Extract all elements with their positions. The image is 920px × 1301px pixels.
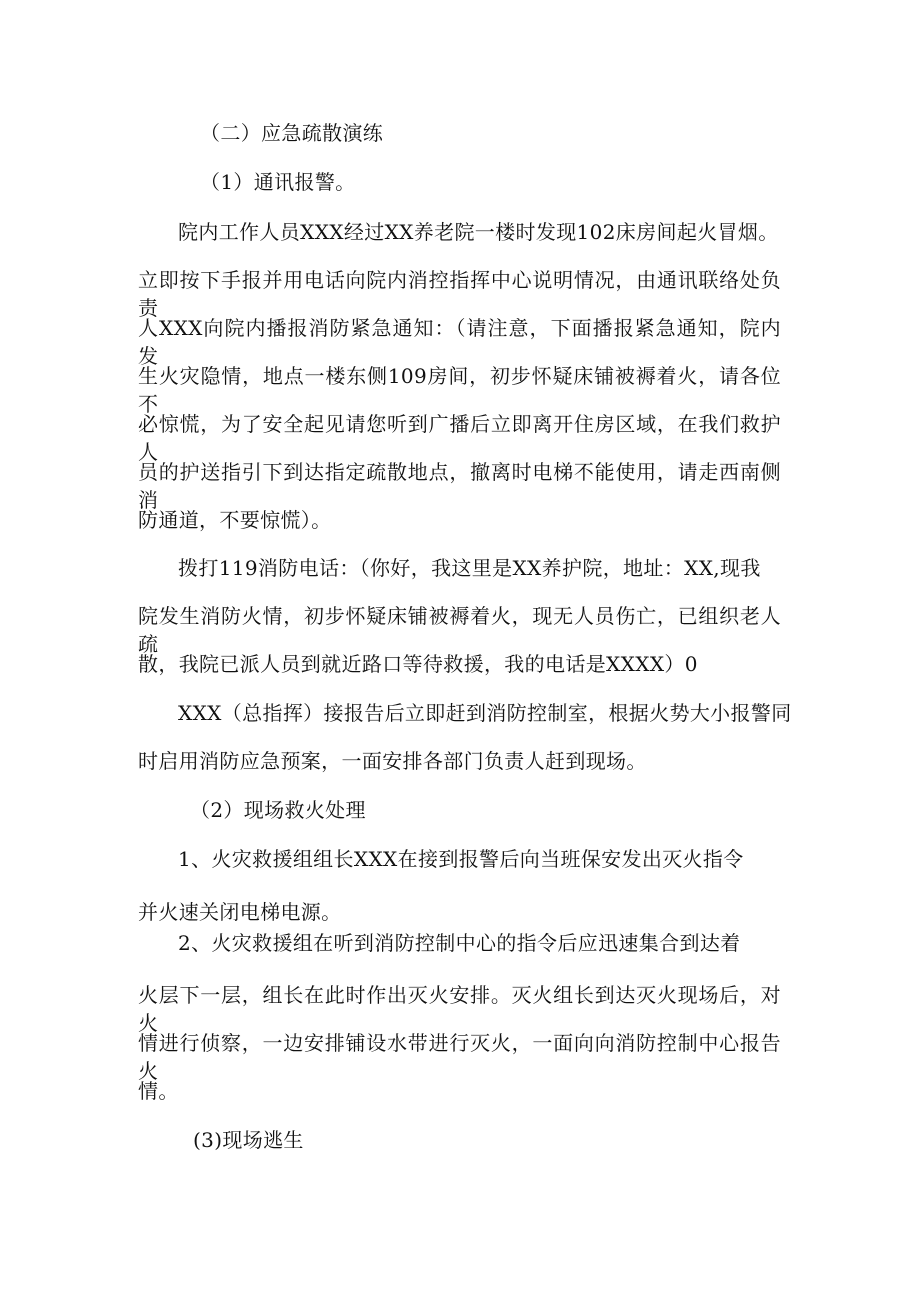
item-2-line-4: 情。 — [138, 1079, 179, 1103]
section-heading-emergency-evacuation: （二）应急疏散演练 — [200, 121, 384, 145]
paragraph-119-call-line-3: 散，我院已派人员到就近路口等待救援，我的电话是XXXX）0 — [138, 652, 698, 676]
paragraph-commander-line-2: 时启用消防应急预案，一面安排各部门负责人赶到现场。 — [138, 749, 647, 773]
item-1-line-2: 并火速关闭电梯电源。 — [138, 900, 342, 924]
paragraph-alarm-line-2: 立即按下手报并用电话向院内消控指挥中心说明情况，由通讯联络处负责 — [138, 268, 781, 320]
paragraph-alarm-line-1: 院内工作人员XXX经过XX养老院一楼时发现102床房间起火冒烟。 — [178, 220, 779, 244]
paragraph-alarm-line-4: 生火灾隐情，地点一楼东侧109房间，初步怀疑床铺被褥着火，请各位不 — [138, 364, 781, 416]
subheading-onsite-escape: (3)现场逃生 — [193, 1128, 304, 1152]
item-2-line-1: 2、火灾救援组在听到消防控制中心的指令后应迅速集合到达着 — [178, 931, 741, 955]
item-2-line-3: 情进行侦察，一边安排铺设水带进行灭火，一面向向消防控制中心报告火 — [138, 1031, 781, 1083]
subheading-communication-alarm: （1）通讯报警。 — [200, 170, 356, 194]
paragraph-alarm-line-6: 员的护送指引下到达指定疏散地点，撤离时电梯不能使用，请走西南侧消 — [138, 460, 781, 512]
subheading-onsite-firefighting: （2）现场救火处理 — [190, 798, 366, 822]
paragraph-alarm-line-5: 必惊慌，为了安全起见请您听到广播后立即离开住房区域，在我们救护人 — [138, 412, 781, 464]
paragraph-119-call-line-2: 院发生消防火情，初步怀疑床铺被褥着火，现无人员伤亡，已组织老人疏 — [138, 604, 781, 656]
paragraph-119-call-line-1: 拨打119消防电话：（你好，我这里是XX养护院，地址：XX,现我 — [178, 556, 761, 580]
paragraph-alarm-line-7: 防通道，不要惊慌）。 — [138, 508, 332, 532]
item-1-line-1: 1、火灾救援组组长XXX在接到报警后向当班保安发出灭火指令 — [178, 847, 744, 871]
paragraph-commander-line-1: XXX（总指挥）接报告后立即赶到消防控制室，根据火势大小报警同 — [178, 701, 792, 725]
item-2-line-2: 火层下一层，组长在此时作出灭火安排。灭火组长到达灭火现场后，对火 — [138, 983, 781, 1035]
paragraph-alarm-line-3: 人XXX向院内播报消防紧急通知：（请注意，下面播报紧急通知，院内发 — [138, 316, 781, 368]
